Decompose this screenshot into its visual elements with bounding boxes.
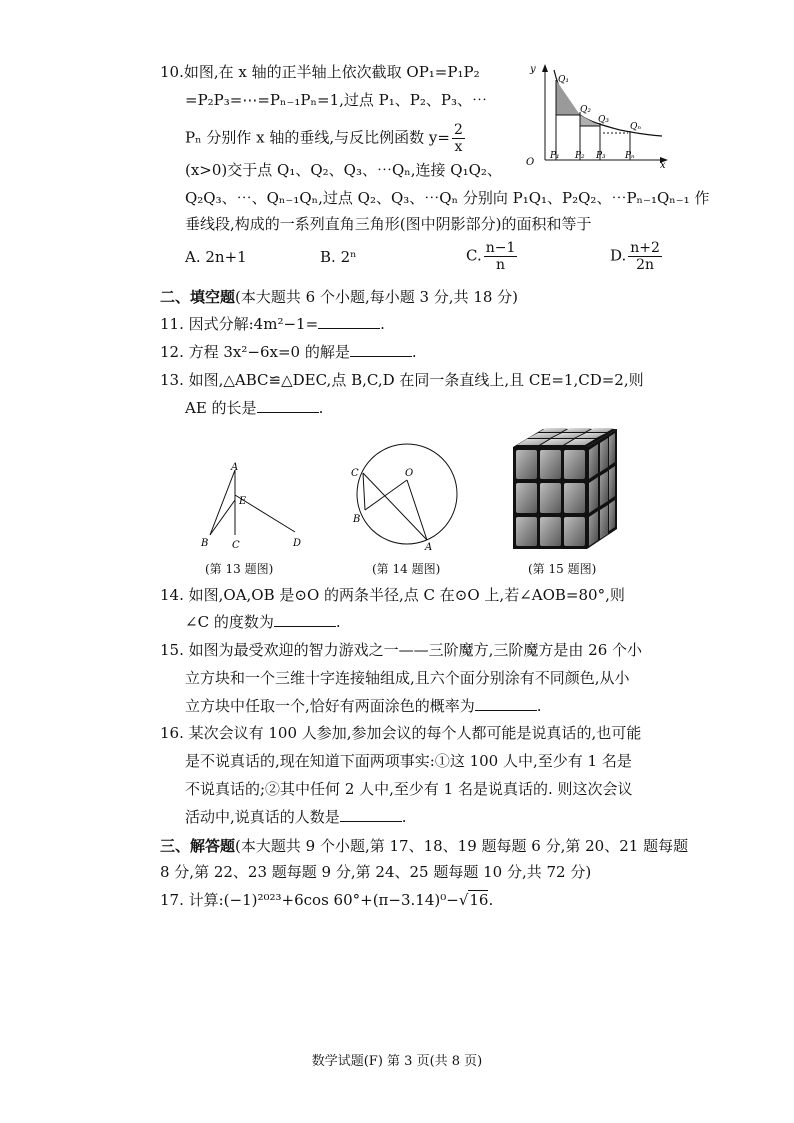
q14-text-2: ∠C 的度数为 [185,613,274,631]
option-d-label: D. [610,246,627,265]
q15-line-1: 15. 如图为最受欢迎的智力游戏之一——三阶魔方,三阶魔方是由 26 个小 [160,641,643,659]
shaded-triangle-1 [556,80,580,115]
q14-end: . [335,613,341,631]
fig14-circle [357,444,457,544]
option-b-value: 2ⁿ [340,248,357,266]
q16-line-2: 是不说真话的,现在知道下面两项事实:①这 100 人中,至少有 1 名是 [185,752,632,770]
fig14-label-o: O [405,468,414,479]
option-b-label: B. [320,248,336,266]
section-3-note-1: (本大题共 9 个小题,第 17、18、19 题每题 6 分,第 20、21 题每题 [235,837,689,855]
q15-end: . [536,697,542,715]
page-footer: 数学试题(F) 第 3 页(共 8 页) [311,1054,483,1069]
section-3-heading [160,835,688,856]
option-a-label: A. [185,248,201,266]
q10-option-b [320,248,357,266]
fig14-label-b: B [353,514,361,525]
q15-line-3 [185,696,542,716]
q16-line-3: 不说真话的;②其中任何 2 人中,至少有 1 名是说真话的. 则这次会议 [185,780,633,798]
q10-number: 10. [160,63,184,81]
q15-answer-blank[interactable] [475,696,537,711]
q10-frac-den: x [454,139,463,155]
option-a-value: 2n+1 [205,248,247,266]
shaded-triangle-2 [580,115,600,126]
q11 [160,314,385,334]
y-axis-arrow [542,64,548,72]
q13-answer-blank[interactable] [257,398,319,413]
q10-option-c [466,240,519,273]
q12-answer-blank[interactable] [350,342,412,357]
q13-line-2 [185,398,323,418]
q10-line-6: 垂线段,构成的一系列直角三角形(图中阴影部分)的面积和等于 [185,215,592,233]
q13-text-2: AE 的长是 [185,399,257,417]
q14-line-2 [185,612,341,632]
q13-line-1: 13. 如图,△ABC≌△DEC,点 B,C,D 在同一条直线上,且 CE=1,CD=2,则 [160,371,644,389]
fig13-label-e: E [239,496,247,507]
q10-line-1 [160,62,480,82]
fig10-origin-label: O [526,157,535,168]
option-d-den: 2n [636,257,655,273]
fig13-seg-ab [210,470,235,535]
fig10-p3-label: P₃ [596,151,606,161]
option-d-fraction [628,240,662,273]
section-2-title: 二、填空题 [160,288,236,306]
q10-figure [520,60,670,170]
fig10-q3-label: Q₃ [598,115,609,125]
fig14-radius-oa [407,480,427,540]
q12-text: 12. 方程 3x²−6x=0 的解是 [160,343,350,361]
fig13-seg-be [210,500,235,535]
q12 [160,342,417,362]
q10-line-4: (x>0)交于点 Q₁、Q₂、Q₃、⋯Qₙ,连接 Q₁Q₂、 [185,161,502,179]
q10-option-d [610,240,664,273]
fig10-pn-label: Pₙ [625,151,635,161]
fig14-label-c: C [351,468,359,479]
option-c-den: n [496,257,506,273]
fig15-caption: (第 15 题图) [528,562,597,576]
fig14-label-a: A [425,542,433,550]
fig14-caption: (第 14 题图) [372,562,441,576]
fig14-chord-cb [363,473,365,510]
figure-15-cube [505,425,625,553]
option-c-num: n−1 [485,240,516,256]
q10-frac-num: 2 [453,122,463,138]
q11-text: 11. 因式分解:4m²−1= [160,315,319,333]
fig10-q1-label: Q₁ [558,75,569,85]
option-d-num: n+2 [630,240,660,256]
option-c-label: C. [466,246,482,265]
fig10-p1-label: P₁ [550,151,560,161]
fig13-label-c: C [232,540,240,550]
fig10-qn-label: Qₙ [630,122,642,132]
q14-answer-blank[interactable] [274,612,336,627]
q16-line-1: 16. 某次会议有 100 人参加,参加会议的每个人都可能是说真话的,也可能 [160,724,642,742]
q17-text: 17. 计算:(−1)²⁰²³+6cos 60°+(π−3.14)⁰−√ [160,891,469,909]
q16-end: . [401,808,407,826]
q11-answer-blank[interactable] [318,314,380,329]
q15-line-2: 立方块和一个三维十字连接轴组成,且六个面分别涂有不同颜色,从小 [185,669,630,687]
fig13-caption: (第 13 题图) [205,562,274,576]
q17-end: . [488,891,494,909]
q16-answer-blank[interactable] [340,807,402,822]
q16-text-4: 活动中,说真话的人数是 [185,808,340,826]
section-2-heading [160,286,518,307]
fig10-x-label: x [660,160,666,170]
q11-end: . [380,315,385,333]
q10-option-a [185,248,247,266]
fig10-q2-label: Q₂ [580,105,591,115]
fig14-radius-ob [365,480,407,510]
q16-line-4 [185,807,407,827]
section-3-title: 三、解答题 [160,837,236,855]
fig13-label-b: B [201,538,209,549]
option-c-fraction [484,240,518,273]
fig10-p2-label: P₂ [575,151,585,161]
q10-line-3 [185,122,467,155]
figure-14 [345,440,465,550]
q10-line-5: Q₂Q₃、⋯、Qₙ₋₁Qₙ,过点 Q₂、Q₃、⋯Qₙ 分别向 P₁Q₁、P₂Q₂、⋯Pₙ₋₁Qₙ₋₁ 作 [185,189,710,207]
q10-line-2: =P₂P₃=⋯=Pₙ₋₁Pₙ=1,过点 P₁、P₂、P₃、⋯ [185,91,487,109]
q17-radicand: 16 [469,891,489,909]
fig10-y-label: y [530,64,536,75]
q10-text-3: Pₙ 分别作 x 轴的垂线,与反比例函数 y= [185,128,450,147]
figure-13 [195,460,315,550]
q14-line-1: 14. 如图,OA,OB 是⊙O 的两条半径,点 C 在⊙O 上,若∠AOB=80°,则 [160,586,625,604]
fig13-label-a: A [231,462,239,473]
q10-fraction [452,122,465,155]
q13-end: . [318,399,324,417]
q15-text-3: 立方块中任取一个,恰好有两面涂色的概率为 [185,697,475,715]
fig13-label-d: D [293,538,302,549]
q17 [160,890,493,910]
q10-text-1: 如图,在 x 轴的正半轴上依次截取 OP₁=P₁P₂ [183,63,480,81]
section-3-note-2: 8 分,第 22、23 题每题 9 分,第 24、25 题每题 10 分,共 72 分) [160,863,592,881]
q12-end: . [411,343,417,361]
section-2-note: (本大题共 6 个小题,每小题 3 分,共 18 分) [235,288,519,306]
